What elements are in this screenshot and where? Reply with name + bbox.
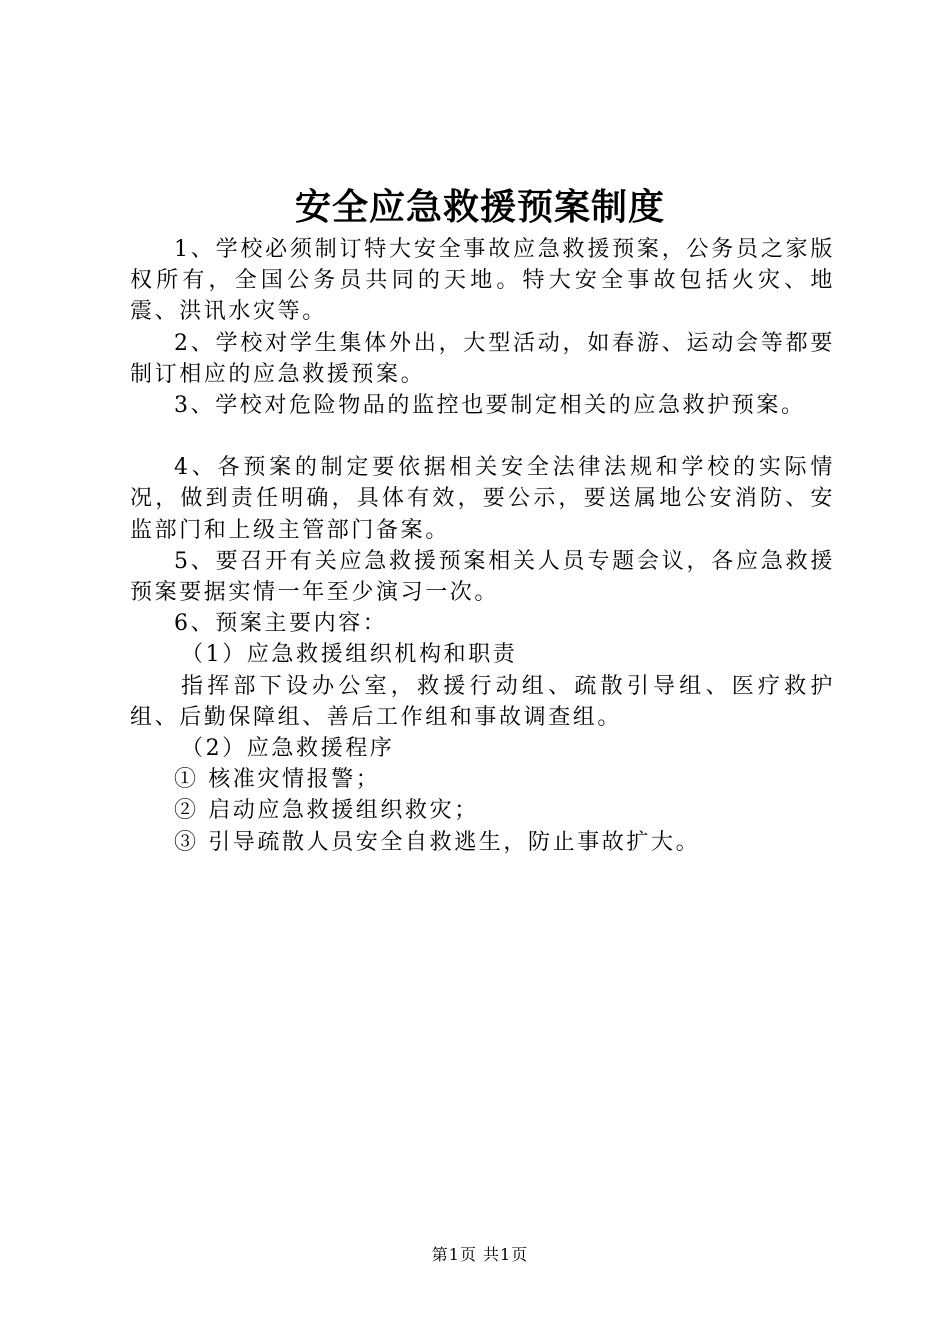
document-body xyxy=(130,234,835,858)
paragraph-2: 2、学校对学生集体外出，大型活动，如春游、运动会等都要制订相应的应急救援预案。 xyxy=(130,330,835,387)
page-footer: 第1页 共1页 xyxy=(431,1245,529,1264)
paragraph-6: 6、预案主要内容： xyxy=(174,611,388,637)
procedure-step-1: ① 核准灾情报警； xyxy=(174,767,381,793)
procedure-step-3: ③ 引导疏散人员安全自救逃生，防止事故扩大。 xyxy=(174,829,701,855)
paragraph-5: 5、要召开有关应急救援预案相关人员专题会议，各应急救援预案要据实情一年至少演习一次。 xyxy=(130,548,835,606)
subsection-heading-2: （2）应急救援程序 xyxy=(181,736,395,762)
subsection-heading-1: （1）应急救援组织机构和职责 xyxy=(181,642,518,668)
paragraph-4: 4、各预案的制定要依据相关安全法律法规和学校的实际情况，做到责任明确，具体有效，要公示，要送属地公安消防、安监部门和上级主管部门备案。 xyxy=(130,455,835,543)
paragraph-3: 3、学校对危险物品的监控也要制定相关的应急救护预案。 xyxy=(174,393,806,419)
procedure-step-2: ② 启动应急救援组织救灾； xyxy=(174,798,479,824)
paragraph-spacer xyxy=(130,421,835,452)
paragraph-1: 1、学校必须制订特大安全事故应急救援预案，公务员之家版权所有，全国公务员共同的天地。特大安全事故包括火灾、地震、洪讯水灾等。 xyxy=(130,237,835,325)
document-title: 安全应急救援预案制度 xyxy=(294,187,665,228)
subsection-detail: 指挥部下设办公室，救援行动组、疏散引导组、医疗救护组、后勤保障组、善后工作组和事故调查组。 xyxy=(130,673,835,730)
